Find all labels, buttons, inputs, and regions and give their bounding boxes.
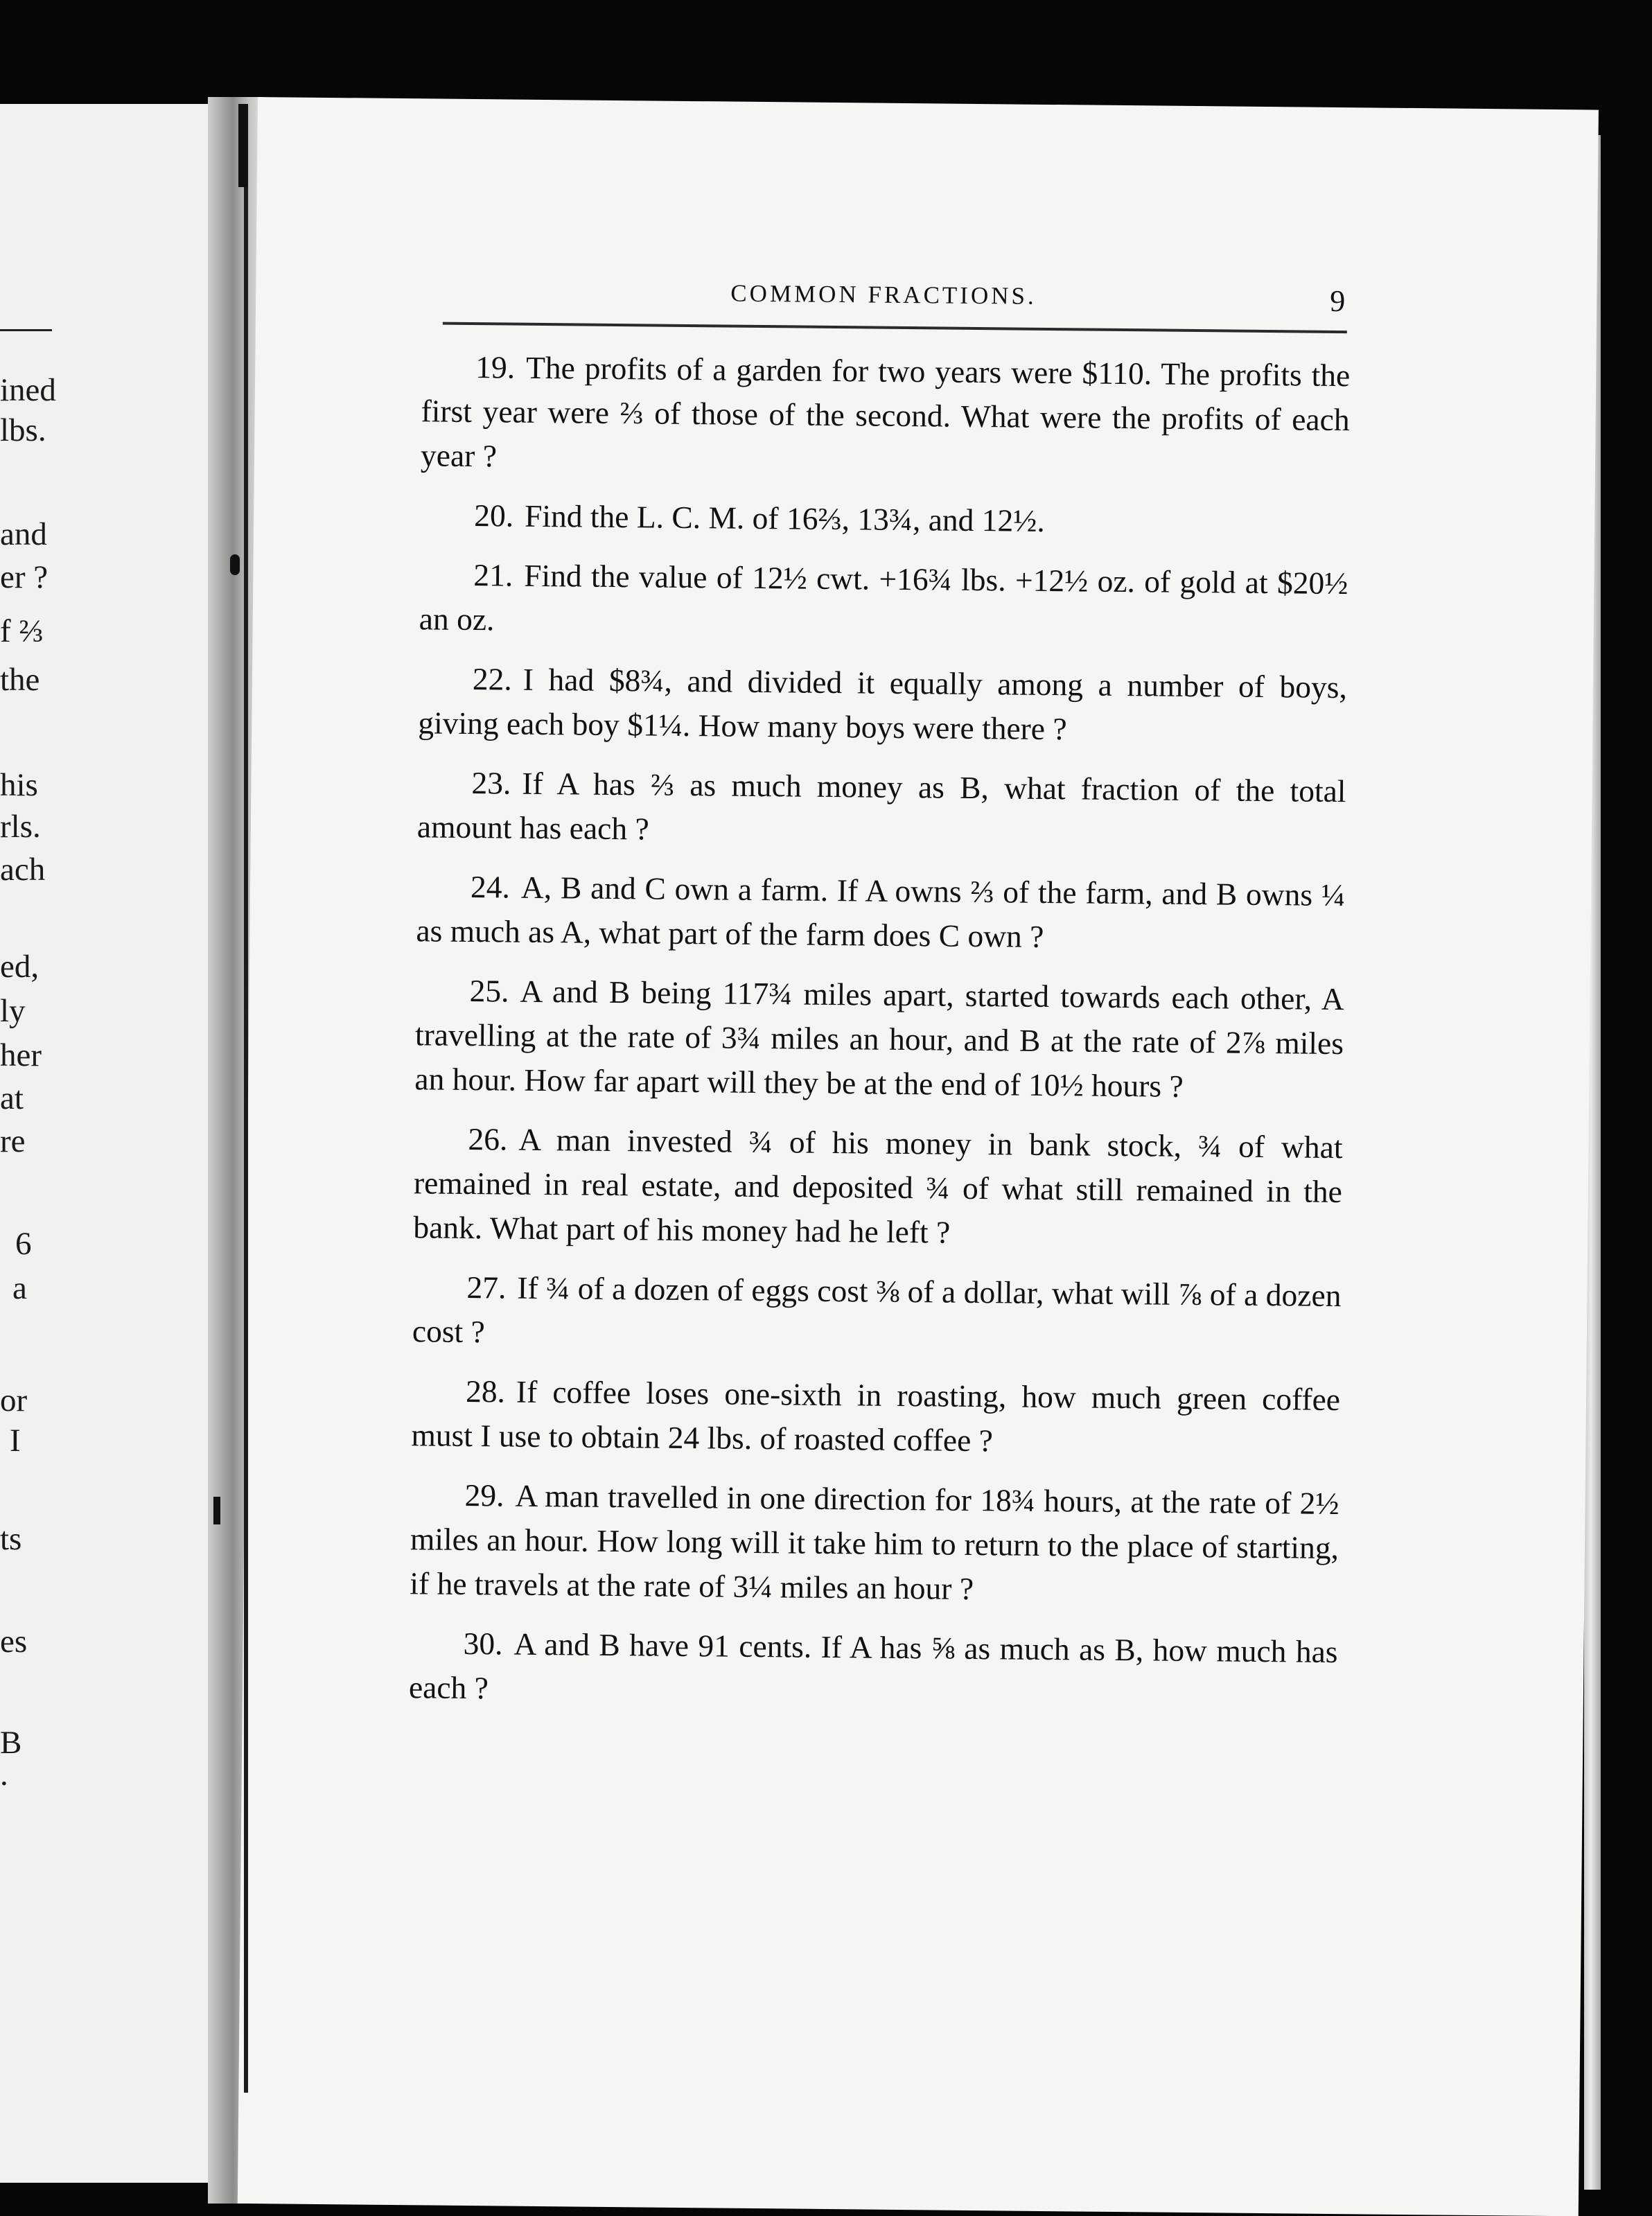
problem-number: 30. (463, 1625, 503, 1662)
left-fragment: f ⅔ (0, 613, 44, 649)
problem-text: The profits of a garden for two years were $110. The profits the first year were ⅔ of those of the second. What were the profits of each year ? (420, 349, 1351, 474)
problem-text: Find the L. C. M. of 16⅔, 13¾, and 12½. (524, 498, 1046, 538)
binding-mark (230, 554, 240, 575)
left-fragment: . (0, 1757, 8, 1793)
left-fragment: or (0, 1382, 28, 1418)
binding-shadow-line (244, 104, 248, 2093)
problem-list (408, 344, 1350, 1734)
problem-text: If coffee loses one-sixth in roasting, how much green coffee must I use to obtain 24 lbs. of roasted coffee ? (411, 1373, 1341, 1459)
problem-text: A and B have 91 cents. If A has ⅝ as much as B, how much has each ? (408, 1626, 1338, 1706)
problem-text: I had $8¾, and divided it equally among a number of boys, giving each boy $1¼. How many boys were there ? (418, 661, 1348, 747)
left-fragment: ts (0, 1521, 22, 1557)
page-number: 9 (1330, 283, 1346, 319)
problem-number: 26. (468, 1120, 508, 1157)
problem-text: If A has ⅔ as much money as B, what fraction of the total amount has each ? (416, 765, 1346, 847)
problem-number: 28. (465, 1373, 506, 1409)
problem-27 (412, 1265, 1342, 1362)
problem-29 (410, 1472, 1339, 1615)
problem-28 (411, 1369, 1340, 1466)
binding-mark (213, 1497, 220, 1524)
left-fragment: her (0, 1037, 42, 1073)
problem-30 (409, 1621, 1338, 1718)
problem-21 (419, 552, 1348, 650)
left-fragment: ach (0, 852, 46, 888)
left-fragment: ly (0, 993, 26, 1029)
problem-number: 22. (472, 661, 513, 697)
problem-25 (414, 968, 1344, 1110)
problem-22 (418, 656, 1347, 754)
problem-20 (420, 493, 1349, 546)
left-fragment: re (0, 1123, 26, 1159)
left-fragment: and (0, 516, 47, 552)
problem-19 (421, 344, 1351, 486)
left-fragment: B (0, 1725, 22, 1761)
problem-text: If ¾ of a dozen of eggs cost ⅜ of a dollar, what will ⅞ of a dozen cost ? (412, 1269, 1342, 1350)
problem-number: 29. (464, 1477, 504, 1513)
left-fragment: 6 (15, 1226, 32, 1262)
problem-24 (416, 864, 1345, 962)
binding-mark (238, 104, 248, 187)
left-fragment: lbs. (0, 412, 46, 448)
right-page (238, 97, 1599, 2216)
problem-number: 25. (469, 972, 509, 1009)
header-rule (443, 322, 1347, 334)
problem-text: A man travelled in one direction for 18¾ hours, at the rate of 2½ miles an hour. How long will it take him to return to the place of starting, if he travels at the rate of 3¼ miles an hour ? (410, 1477, 1339, 1607)
left-fragment: his (0, 767, 38, 803)
running-head: COMMON FRACTIONS. (730, 279, 1037, 310)
left-fragment: er ? (0, 559, 49, 595)
problem-number: 27. (466, 1269, 507, 1305)
left-page-rule (0, 329, 52, 331)
left-fragment: es (0, 1624, 28, 1660)
problem-number: 20. (473, 498, 514, 534)
left-fragment: the (0, 662, 40, 698)
problem-number: 24. (470, 869, 511, 905)
left-fragment: I (10, 1423, 21, 1459)
problem-text: Find the value of 12½ cwt. +16¾ lbs. +12½ oz. of gold at $20½ an oz. (419, 557, 1348, 637)
problem-text: A and B being 117¾ miles apart, started towards each other, A travelling at the rate of 3¾ miles an hour, and B at the rate of 2⅞ miles an hour. How far apart will they be at the end of 10½ hours ? (414, 973, 1344, 1104)
problem-text: A man invested ¾ of his money in bank stock, ¾ of what remained in real estate, and deposited ¾ of what still remained in the bank. What part of his money had he left ? (413, 1121, 1343, 1250)
problem-number: 19. (475, 349, 516, 385)
problem-23 (417, 760, 1346, 858)
left-fragment: rls. (0, 809, 41, 845)
left-fragment: a (12, 1270, 27, 1306)
problem-text: A, B and C own a farm. If A owns ⅔ of the farm, and B owns ¼ as much as A, what part of the farm does C own ? (416, 869, 1346, 954)
left-fragment: ed, (0, 949, 39, 985)
problem-number: 21. (473, 557, 513, 593)
problem-26 (413, 1116, 1343, 1258)
problem-number: 23. (471, 765, 511, 801)
left-fragment: ined (0, 372, 56, 408)
left-fragment: at (0, 1080, 24, 1116)
